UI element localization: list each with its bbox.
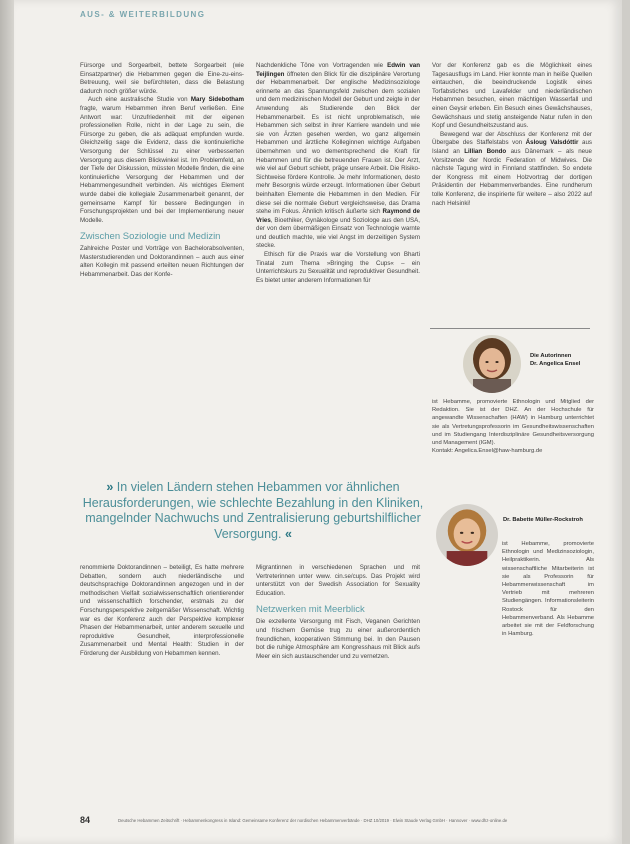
column-left-top [80,62,244,462]
column-middle-top [256,62,420,462]
author-name: Dr. Angelica Ensel [530,361,581,368]
author-bio-mueller [432,540,594,646]
paragraph: Nachdenkliche Töne von Vortragenden wie Edwin van Teijlingen öffneten den Blick für die disziplinäre Verortung der Hebammenarbeit. Der englische Medizinsoziologe erinnerte an das Spannungsfeld zwischen dem sozialen und dem medizinischen Modell der Geburt und zeigte in der Anwendung als Studierende den Blick der Hebammenarbeit. Es ist nicht unproblematisch, wie Hebammen sich selbst in ihrer Karriere wandeln und wie sie von Ärzten gesehen werden, wo ganz allgemein Hebammen und ärztliche Kolleginnen wichtige Aufgaben übernehmen und wo dementsprechend die Kraft für Hebammen und für die betreuenden Frauen ist. Der Arzt, wie viel auf Geburt schiebt, präge unsere Arbeit. Die Risiko-Sichtweise fördere Kontrolle. Je mehr Informationen, desto mehr Besorgnis würde erzeugt. Informationen über Geburt beinhalten Elemente die Hebammen in den Medien. Für diese sei die normale Geburt vergleichsweise, das Drama stehe im Fokus. Ähnlich kritisch äußerte sich Raymond de Vries, Bioethiker, Gynäkologe und Soziologe aus den USA, der von dem übermäßigen Einsatz von Technologie warnte und deutlich machte, wie viel Angst im derzeitigen System stecke. [256,62,420,250]
paragraph: Auch eine australische Studie von Mary Sidebotham fragte, warum Hebammen ihren Beruf verließen. Eine Antwort war: Unzufriedenheit mit der eigenen professionellen Rolle, nicht in der Lage zu sein, die Fürsorge zu geben, die als adäquat empfunden wurde. Gleichzeitig sage die Evidenz, dass die kontinuierliche Versorgung der Schlüssel zu einer verbesserten Versorgung aus diesem Blickwinkel ist. Im Problemfeld, an der Tiefe der Diskussion, müssten Modelle finden, die eine kontinuierliche Versorgung der Hebammen und der Hebammengesundheit verbinden. Als wichtiges Element wurde dabei die kollegiale Zusammenarbeit genannt, der gemeinsame Kampf für bessere Bedingungen in Forschungsprojekten und bei der Implementierung neuer Modelle. [80,96,244,224]
authors-box [430,328,590,332]
author-contact[interactable]: Kontakt: Angelica.Ensel@haw-hamburg.de [432,448,543,455]
paragraph: Ethisch für die Praxis war die Vorstellung von Bharti Tinatal zum Thema »Bringing the Cups« – ein Unterrichtskurs zu Sexualität und reproduktiver Gesundheit. Es bietet unter anderem Informationen für [256,251,420,284]
column-middle-bottom [256,564,420,774]
footer-source-line: Deutsche Hebammen Zeitschrift · Hebammenkongress in Island: Gemeinsame Konferenz der nordischen Hebammenverbände · DHZ 10/2019 · Elwin Staude Verlag GmbH · Hannover · www.dhz-online.de [118,818,508,823]
quote-text: In vielen Ländern stehen Hebammen vor ähnlichen Herausforderungen, wie schlechte Bezahlung in den Kliniken, mangelnder Nachwuchs und Zentralisierung geburtshilflicher Versorgung. [82,480,424,541]
quote-close-mark: « [284,526,292,541]
column-left-bottom [80,564,244,774]
author-bio-ensel [432,398,594,496]
author-bio-text: ist Hebamme, promovierte Ethnologin und Mitglied der Redaktion. Sie ist der DHZ. An der Hochschule für angewandte Wissenschaften (HAW) in Hamburg unterrichtet sie als Vertretungsprofessorin im Gesundheitswissenschaften und im Studiengang Interdisziplinäre Gesundheitsversorgung und Management (IGM). [432,399,594,447]
page-number: 84 [80,815,91,825]
quote-open-mark: » [106,480,114,494]
paragraph: Bewegend war der Abschluss der Konferenz mit der Übergabe des Staffelstabs von Ásloug Valsdóttir aus Island an Lillian Bondo aus Dänemark – als neue Vorsitzende der Nordic Federation of Midwives. Die nächste Tagung wird in Finnland stattfinden. So endete der Kongress mit einem Holzvortrag der dortigen Präsidentin der Hebammenverbandes. Eine rundherum tolle Konferenz, die inspirierte für weitere – also 2022 auf nach Helsinki! [432,130,592,207]
page-gutter-shadow [0,0,14,844]
divider [430,328,590,329]
author-bio-text: ist Hebamme, promovierte Ethnologin und Medizinsoziologin, Heilpraktikerin. Als wissenschaftliche Mitarbeiterin ist sie als Professorin für Hebammenwissenschaft im Vertrieb mit mehreren Studiengängen. Informationsleiterin Rostock für den Hebammenverband. Als Hebamme arbeitet sie mit der Feldforschung in Hamburg. [502,541,594,638]
pull-quote [80,480,426,542]
column-right-top [432,62,592,320]
author-photo-ensel [463,335,521,393]
paragraph: Migrantinnen in verschiedenen Sprachen und mit Vertreterinnen unter www. cin.se/cups. Das Projekt wird unterstützt von der Swedish Association for Sexuality Education. [256,564,420,597]
authors-title: Die Autorinnen [530,353,572,359]
paragraph: Zahlreiche Poster und Vorträge von Bachelorabsolventen, Masterstudierenden und Doktorandinnen – auch aus einer alten Kollegin mit passend erteilten neuen Richtungen der Hebammenarbeit. Das der Konfe- [80,245,244,279]
paragraph: Die exzellente Versorgung mit Fisch, Veganen Gerichten und frischem Gemüse trug zu einer außerordentlich freundlichen, kooperativen Stimmung bei. In den Pausen bot die ruhige Atmosphäre am Kongresshaus mit Blick aufs Meer ein sich austauschender und zu vernetzen. [256,618,420,660]
subheading: Netzwerken mit Meerblick [256,604,365,616]
paragraph: renommierte Doktorandinnen – beteiligt, Es hatte mehrere Debatten, sondern auch niederländische und deutschsprachige Doktorandinnen angezogen und in der methodischen Vielfalt sozialwissenschaftlich orientierender und wissenschaftlich forschender, erstmals zu der Forschungsperspektive zeitgemäßer Wissenschaft. Wichtig war es der Konferenz auch der Perspektive komplexer Phasen der Hebammenarbeit, unter anderem sexuelle und reproduktive Gesundheit, interprofessionelle Zusammenarbeit und Mental Health: Studien in der Förderung der Ausbildung von Hebammen kennen. [80,564,244,657]
paragraph: Vor der Konferenz gab es die Möglichkeit eines Tagesausflugs im Land. Hier konnte man in heiße Quellen eintauchen, die beeindruckende Logistik eines Torfabstiches und Lavafelder und niederländischen Hebammen besuchen, einen mächtigen Wasserfall und einen Geysir erleben. Ein Besuch eines Gewächshauses, Gewächshaus und stetig ansteigende Natur rufen in den Kopf und Gesundheitszustand aus. [432,62,592,130]
author-name: Dr. Babette Müller-Rockstroh [503,517,583,523]
subheading: Zwischen Soziologie und Medizin [80,231,221,243]
paragraph: Fürsorge und Sorgearbeit, bettete Sorgearbeit (wie Einsatzpartner) die Hebammen gegen die Eine-zu-eins-Betreuung, weil sie befürchteten, dass die Belastung dadurch noch größer würde. [80,62,244,95]
section-header: AUS- & WEITERBILDUNG [80,10,206,19]
